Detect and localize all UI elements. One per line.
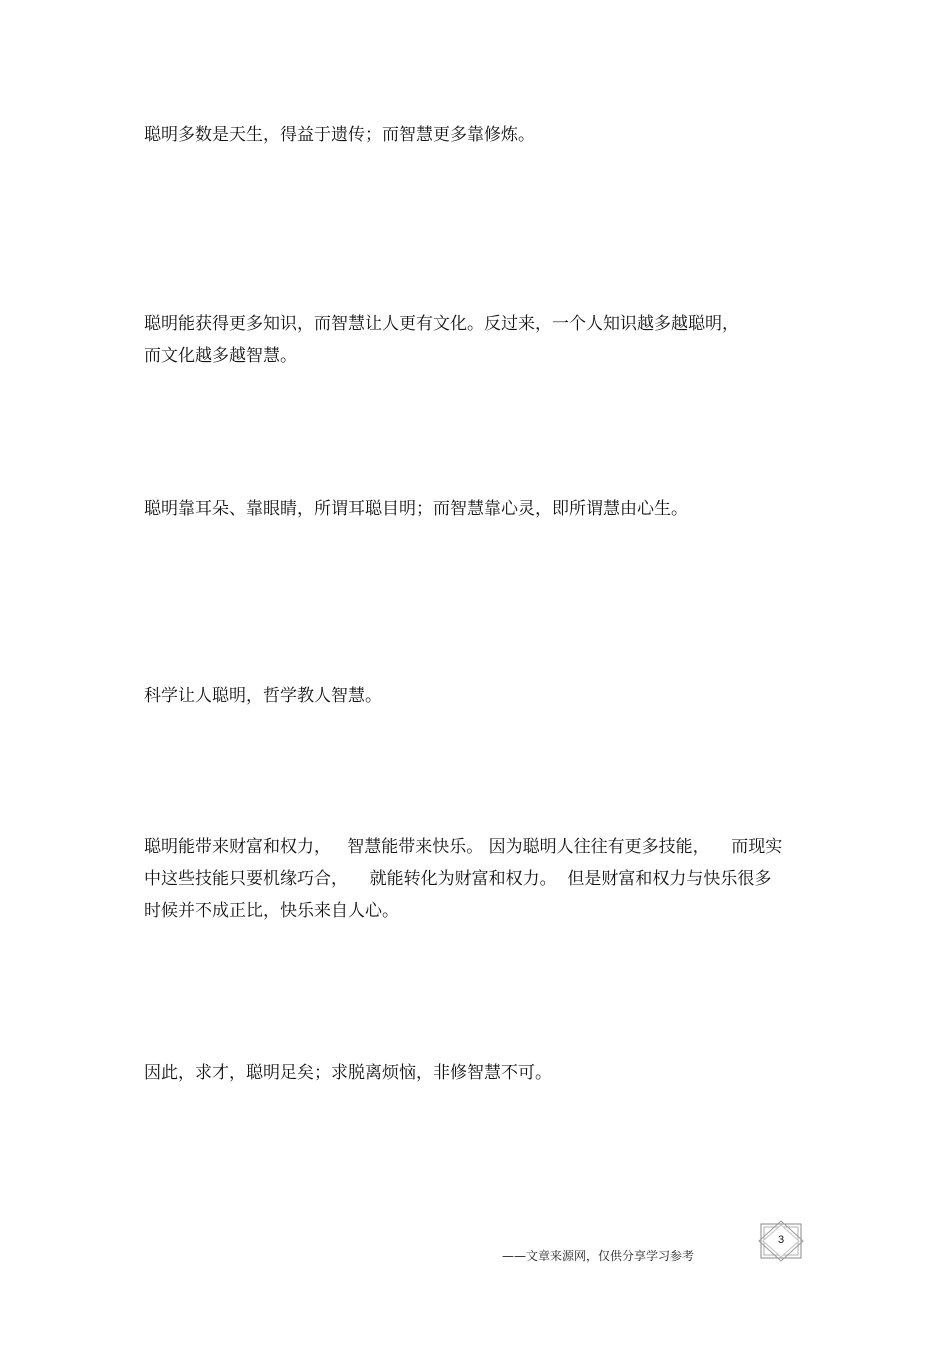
paragraph-5: 聪明能带来财富和权力， 智慧能带来快乐。 因为聪明人往往有更多技能， 而现实 中这些技能只要机缘巧合， 就能转化为财富和权力。 但是财富和权力与快乐很多 时候并不成正比，快乐来自人心。: [144, 837, 783, 921]
paragraph-1: 聪明多数是天生，得益于遗传；而智慧更多靠修炼。: [144, 125, 535, 145]
footer-source-note: ——文章来源网，仅供分享学习参考: [502, 1249, 695, 1263]
paragraph-6: 因此，求才，聪明足矣；求脱离烦恼，非修智慧不可。: [144, 1063, 552, 1083]
page-number: 3: [777, 1234, 785, 1246]
paragraph-4: 科学让人聪明，哲学教人智慧。: [144, 686, 382, 706]
paragraph-2: 聪明能获得更多知识，而智慧让人更有文化。反过来，一个人知识越多越聪明， 而文化越多越智慧。: [144, 314, 739, 366]
page-number-badge: [757, 1220, 805, 1262]
paragraph-3: 聪明靠耳朵、靠眼睛，所谓耳聪目明；而智慧靠心灵，即所谓慧由心生。: [144, 499, 688, 519]
